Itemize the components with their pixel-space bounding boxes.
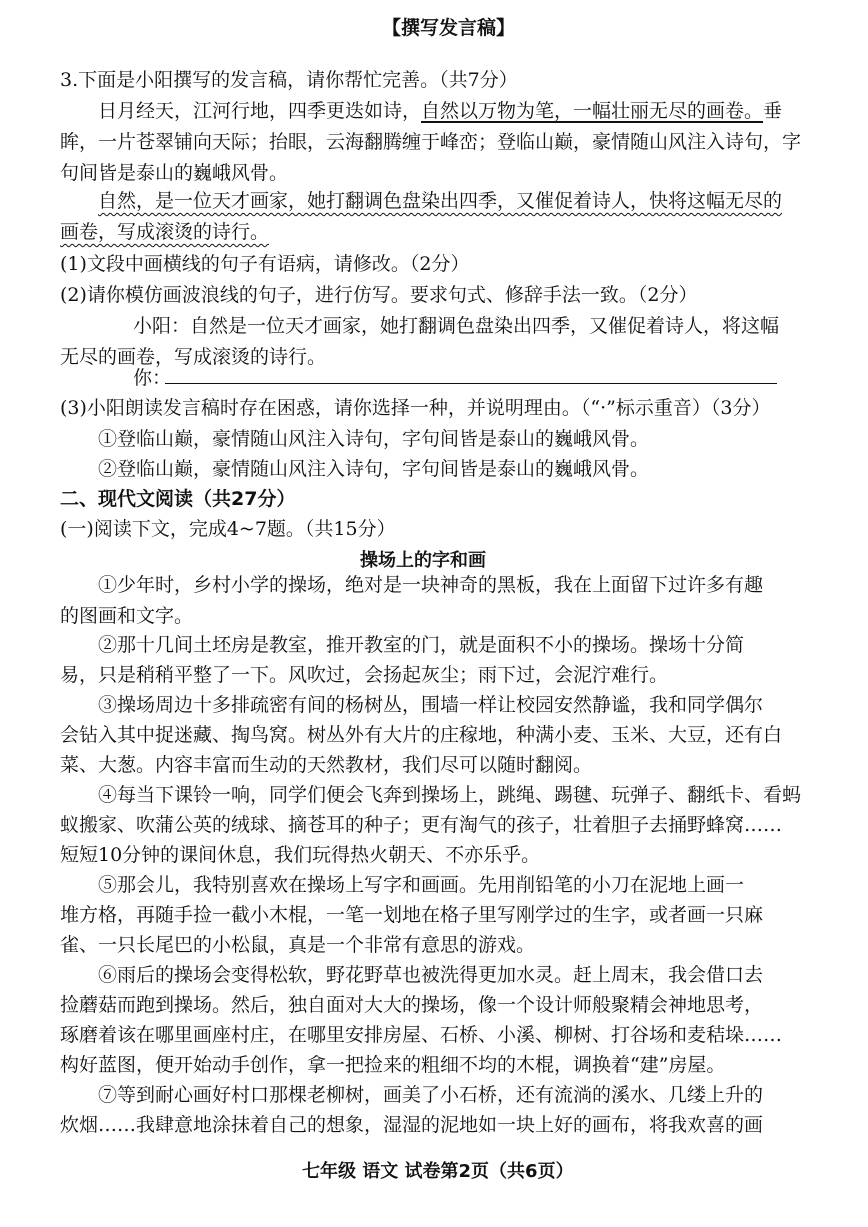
article-line: ③操场周边十多排疏密有间的杨树丛，围墙一样让校园安然静谧，我和同学偶尔	[98, 694, 764, 716]
sample-sentence: 无尽的画卷，写成滚烫的诗行。	[60, 346, 327, 368]
wavy-sentence: 画卷，写成滚烫的诗行。	[60, 221, 270, 243]
article-line: 堆方格，再随手捡一截小木棍，一笔一划地在格子里写刚学过的生字，或者画一只麻	[60, 904, 764, 926]
option-1: ①登临山巅，豪情随山风注入诗句，字句间皆是泰山的巍峨风骨。	[98, 428, 650, 450]
page-footer: 七年级 语文 试卷第2页（共6页）	[302, 1161, 574, 1182]
sample-sentence: 小阳：自然是一位天才画家，她打翻调色盘染出四季，又催促着诗人，将这幅	[133, 315, 780, 337]
article-line: ⑤那会儿，我特别喜欢在操场上写字和画画。先用削铅笔的小刀在泥地上画一	[98, 874, 745, 896]
article-line: 易，只是稍稍平整了一下。风吹过，会扬起灰尘；雨下过，会泥泞难行。	[60, 664, 669, 686]
underlined-sentence: 自然以万物为笔，一幅壮丽无尽的画卷。	[421, 100, 764, 122]
answer-line[interactable]	[165, 383, 777, 384]
wavy-sentence: 自然，是一位天才画家，她打翻调色盘染出四季，又催促着诗人，快将这幅无尽的	[98, 190, 783, 212]
passage-text: 垂	[763, 100, 783, 122]
reading-instructions: (一)阅读下文，完成4~7题。（共15分）	[60, 518, 396, 540]
article-line: ④每当下课铃一响，同学们便会飞奔到操场上，跳绳、踢毽、玩弹子、翻纸卡、看蚂	[98, 784, 802, 806]
section-header: 【撰写发言稿】	[382, 17, 516, 39]
article-line: ⑥雨后的操场会变得松软，野花野草也被洗得更加水灵。赶上周末，我会借口去	[98, 964, 764, 986]
article-line: 的图画和文字。	[60, 605, 194, 627]
article-title: 操场上的字和画	[360, 550, 486, 571]
article-line: ②那十几间土坯房是教室，推开教室的门，就是面积不小的操场。操场十分简	[98, 634, 745, 656]
passage-line: 眸，一片苍翠铺向天际；抬眼，云海翻腾缠于峰峦；登临山巅，豪情随山风注入诗句，字	[60, 131, 802, 153]
article-line: 菜、大葱。内容丰富而生动的天然教材，我们尽可以随时翻阅。	[60, 754, 593, 776]
sub-question-1: (1)文段中画横线的句子有语病，请修改。（2分）	[60, 253, 470, 275]
article-line: 雀、一只长尾巴的小松鼠，真是一个非常有意思的游戏。	[60, 934, 536, 956]
article-line: 会钻入其中捉迷藏、掏鸟窝。树丛外有大片的庄稼地，种满小麦、玉米、大豆，还有白	[60, 724, 783, 746]
option-2: ②登临山巅，豪情随山风注入诗句，字句间皆是泰山的巍峨风骨。	[98, 458, 650, 480]
article-line: 短短10分钟的课间休息，我们玩得热火朝天、不亦乐乎。	[60, 844, 541, 866]
sub-question-2: (2)请你模仿画波浪线的句子，进行仿写。要求句式、修辞手法一致。（2分）	[60, 284, 698, 306]
article-line: 蚁搬家、吹蒲公英的绒球、摘苍耳的种子；更有淘气的孩子，壮着胆子去捅野蜂窝……	[60, 814, 783, 836]
article-line: ⑦等到耐心画好村口那棵老柳树，画美了小石桥，还有流淌的溪水、几缕上升的	[98, 1084, 764, 1106]
article-line: ①少年时，乡村小学的操场，绝对是一块神奇的黑板，我在上面留下过许多有趣	[98, 574, 764, 596]
passage-line: 句间皆是泰山的巍峨风骨。	[60, 162, 289, 184]
article-line: 捡蘑菇而跑到操场。然后，独自面对大大的操场，像一个设计师般聚精会神地思考，	[60, 994, 764, 1016]
article-line: 构好蓝图，便开始动手创作，拿一把捡来的粗细不均的木棍，调换着“建”房屋。	[60, 1054, 726, 1076]
article-line: 炊烟……我肆意地涂抹着自己的想象，湿湿的泥地如一块上好的画布，将我欢喜的画	[60, 1114, 764, 1136]
section-2-heading: 二、现代文阅读（共27分）	[60, 488, 296, 510]
article-line: 琢磨着该在哪里画座村庄，在哪里安排房屋、石桥、小溪、柳树、打谷场和麦秸垛……	[60, 1024, 783, 1046]
passage-line	[98, 99, 782, 123]
passage-text: 日月经天，江河行地，四季更迭如诗，	[98, 100, 422, 122]
answer-label: 你：	[133, 367, 172, 389]
question-3-stem: 3.下面是小阳撰写的发言稿，请你帮忙完善。（共7分）	[60, 69, 518, 91]
sub-question-3: (3)小阳朗读发言稿时存在困惑，请你选择一种，并说明理由。（“·”标示重音）（3分）	[60, 397, 771, 419]
